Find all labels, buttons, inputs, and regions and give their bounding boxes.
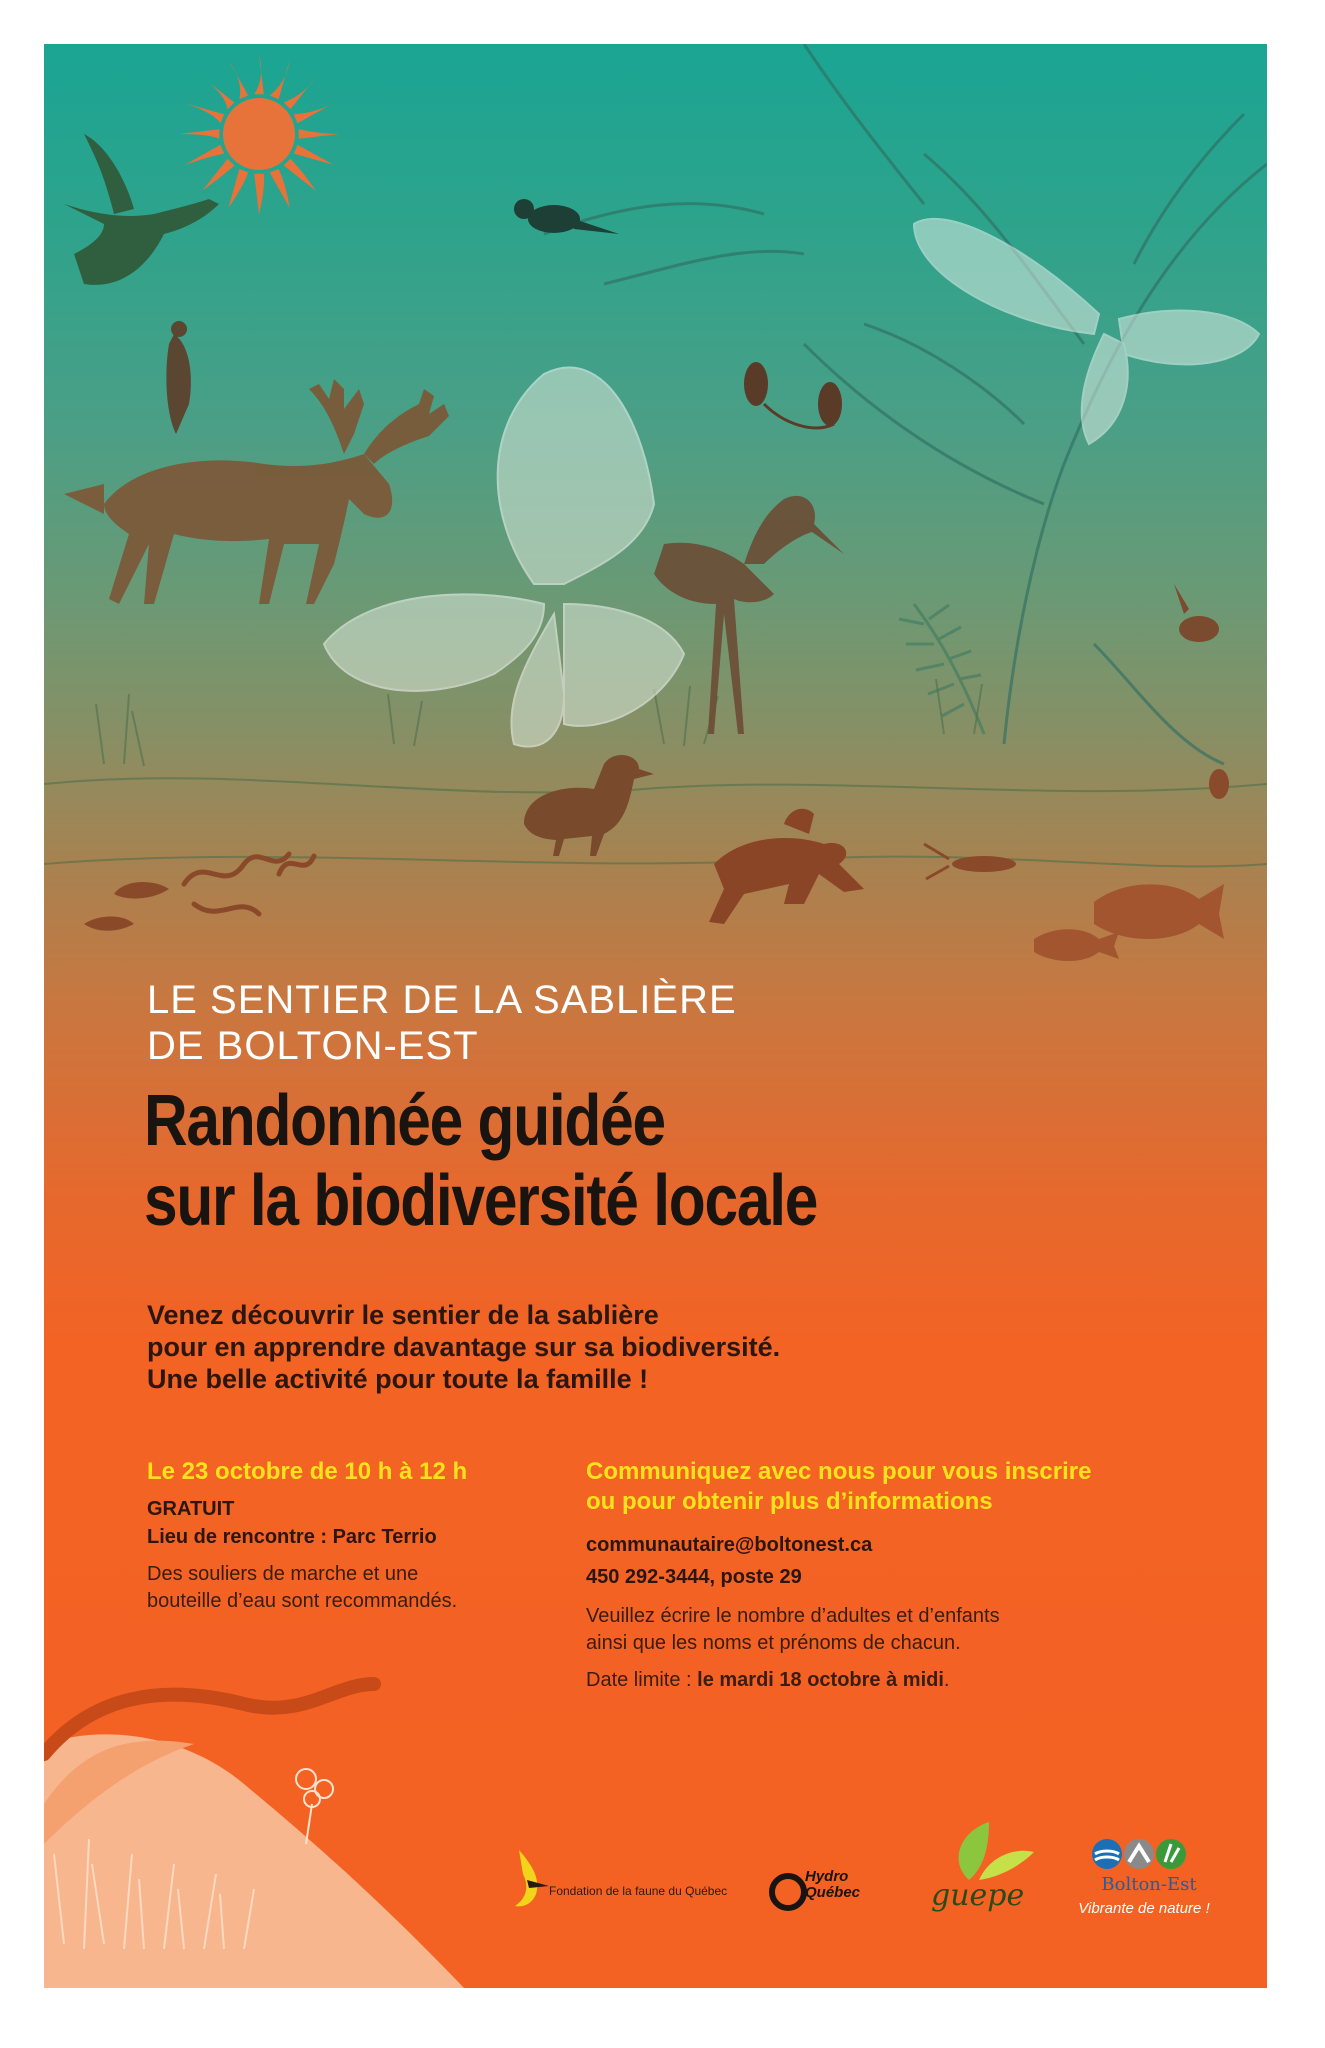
crayfish-icon (924, 844, 1016, 879)
bird-logo-icon (509, 1846, 549, 1910)
sun-ray (202, 77, 234, 109)
sun-icon (179, 54, 339, 214)
event-intro (147, 1299, 1047, 1395)
sun-ray (294, 103, 333, 123)
intro-line-2: pour en apprendre davantage sur sa biodiversité. (147, 1332, 781, 1362)
contact-heading-line-2: ou pour obtenir plus d’informations (586, 1488, 993, 1515)
hydro-text-line-1: Hydro (805, 1868, 849, 1885)
worms-icon (184, 854, 314, 914)
flying-duck-icon (64, 134, 219, 285)
sun-ray (284, 159, 316, 191)
event-details (147, 1457, 567, 1615)
sun-ray (270, 60, 290, 99)
advice-line-1: Des souliers de marche et une (147, 1563, 419, 1585)
sun-ray (254, 174, 264, 214)
leaf-logo-icon (929, 1822, 1039, 1882)
event-headline (144, 1081, 1068, 1241)
duck-silhouette (524, 755, 654, 856)
logo-bolton-est (1059, 1834, 1229, 1944)
logo-fondation-faune (509, 1846, 739, 1916)
deadline (586, 1667, 1246, 1694)
logo-guepe (929, 1822, 1039, 1922)
sun-ray (185, 103, 224, 123)
woodpecker-icon (166, 321, 191, 434)
sun-ray (284, 77, 316, 109)
bolton-est-slogan: Vibrante de nature ! (1078, 1900, 1210, 1917)
sun-ray (179, 129, 219, 139)
poster (44, 44, 1267, 1988)
contact-heading-line-1: Communiquez avec nous pour vous inscrire (586, 1458, 1092, 1485)
flower-icon (296, 1769, 333, 1844)
contact-heading (586, 1457, 1246, 1517)
supertitle-line-2: DE BOLTON-EST (147, 1024, 479, 1068)
contact-email[interactable]: communautaire@boltonest.ca (586, 1534, 873, 1556)
heron-silhouette (654, 496, 844, 734)
leaf-icon (84, 882, 169, 931)
bottom-grass (44, 1734, 464, 1988)
event-supertitle (147, 977, 1047, 1069)
bolton-est-emblem-icon (1089, 1834, 1189, 1874)
supertitle-line-1: LE SENTIER DE LA SABLIÈRE (147, 978, 737, 1022)
event-date: Le 23 octobre de 10 h à 12 h (147, 1458, 468, 1485)
moose-silhouette (64, 379, 449, 604)
sun-ray (228, 169, 248, 208)
hydro-q-icon (769, 1873, 807, 1911)
intro-line-1: Venez découvrir le sentier de la sablière (147, 1300, 659, 1330)
deadline-end: . (943, 1669, 950, 1691)
sun-ray (185, 145, 224, 165)
meeting-point: Lieu de rencontre : Parc Terrio (147, 1526, 437, 1548)
logo-fondation-faune-text: Fondation de la faune du Québec (549, 1884, 728, 1898)
beetle-icon (1209, 769, 1229, 799)
logo-hydro-quebec (769, 1869, 889, 1919)
note-line-2: ainsi que les noms et prénoms de chacun. (586, 1632, 961, 1654)
sun-ray (299, 129, 339, 139)
intro-line-3: Une belle activité pour toute la famille ! (147, 1364, 649, 1394)
bolton-est-name: Bolton-Est (1101, 1874, 1197, 1895)
sun-ray (202, 159, 234, 191)
contact-phone[interactable]: 450 292-3444, poste 29 (586, 1566, 802, 1588)
deadline-value: le mardi 18 octobre à midi (697, 1669, 944, 1691)
contact-info (586, 1457, 1246, 1694)
sun-ray (294, 145, 333, 165)
guepe-text: guepe (931, 1878, 1025, 1913)
sun-ray (270, 169, 290, 208)
note-line-1: Veuillez écrire le nombre d’adultes et d’enfants (586, 1605, 1000, 1627)
fish-icon (1034, 884, 1224, 961)
event-price: GRATUIT (147, 1498, 235, 1520)
dragonfly-icon (744, 362, 842, 428)
frog-silhouette (709, 809, 864, 924)
sun-ray (254, 54, 264, 94)
advice-line-2: bouteille d’eau sont recommandés. (147, 1590, 458, 1612)
deadline-label: Date limite : (586, 1669, 698, 1691)
headline-line-1: Randonnée guidée (144, 1081, 665, 1161)
hydro-text-line-2: Québec (805, 1884, 861, 1901)
headline-line-2: sur la biodiversité locale (144, 1161, 818, 1241)
moth-icon (914, 219, 1259, 444)
sun-ray (228, 60, 248, 99)
grass (44, 679, 1267, 866)
vole-icon (1174, 584, 1219, 642)
butterfly-icon (324, 368, 684, 747)
